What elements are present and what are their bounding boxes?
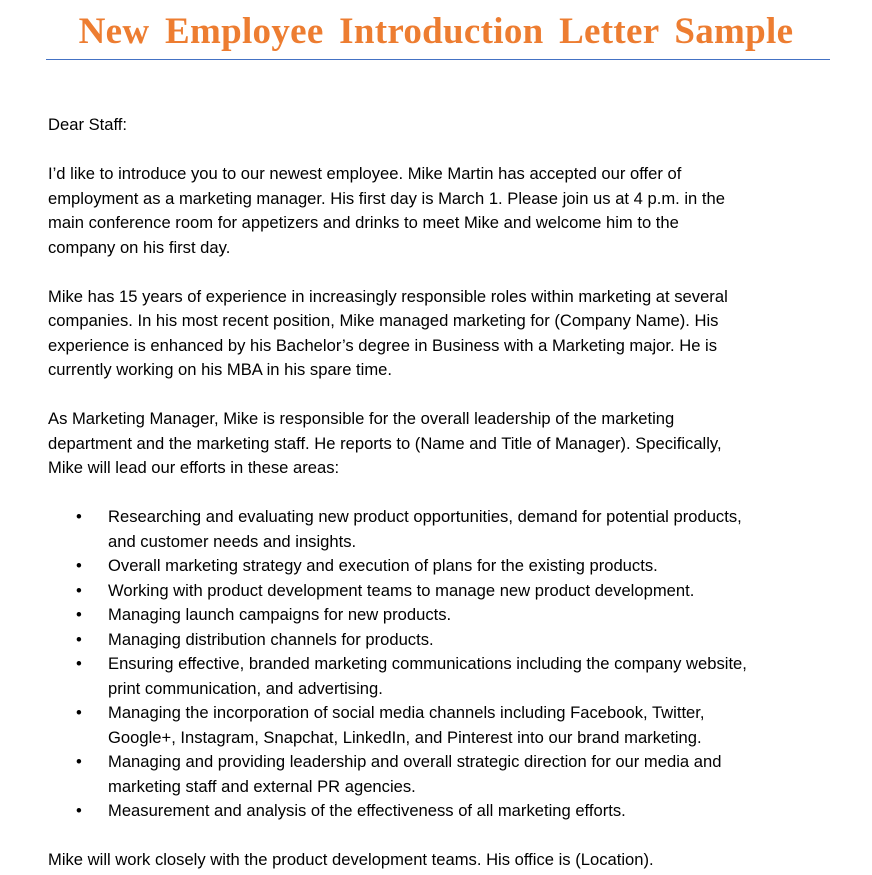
list-item [48,701,747,750]
list-item [48,799,747,824]
paragraph [48,162,747,260]
paragraph-line: experience is enhanced by his Bachelor’s degree in Business with a Marketing major. He is [48,335,718,355]
list-item [48,505,747,554]
list-item-line: Overall marketing strategy and execution of plans for the existing products. [108,556,658,575]
bullet-icon: • [76,629,82,649]
paragraph-line: employment as a marketing manager. His first day is March 1. Please join us at 4 p.m. in the [48,188,725,208]
responsibilities-list [48,505,747,824]
paragraph-line: department and the marketing staff. He reports to (Name and Title of Manager). Specifically, [48,433,722,453]
list-item-line: Managing launch campaigns for new products. [108,605,452,624]
list-item-line: and customer needs and insights. [108,531,357,551]
list-item [48,603,747,628]
list-item-line: Google+, Instagram, Snapchat, LinkedIn, and Pinterest into our brand marketing. [108,727,702,747]
bullet-icon: • [76,703,82,722]
closing-paragraph: Mike will work closely with the product development teams. His office is (Location). [48,850,654,869]
list-item-line: Measurement and analysis of the effectiveness of all marketing efforts. [108,801,626,820]
list-item [48,750,747,799]
letter-body [48,113,747,873]
list-item [48,652,747,701]
list-item [48,579,747,604]
document-title: New Employee Introduction Letter Sample [78,11,794,52]
paragraph [48,285,747,383]
paragraph-line: As Marketing Manager, Mike is responsible for the overall leadership of the marketing [48,409,675,428]
paragraph-line: companies. In his most recent position, Mike managed marketing for (Company Name). His [48,311,719,330]
bullet-icon: • [76,507,82,526]
title-divider [46,59,830,60]
paragraph-line: main conference room for appetizers and drinks to meet Mike and welcome him to the [48,213,679,232]
list-item-line: Managing the incorporation of social media channels including Facebook, Twitter, [108,703,705,722]
bullet-icon: • [76,580,82,600]
bullet-icon: • [76,556,82,575]
paragraph-line: currently working on his MBA in his spare time. [48,360,392,379]
bullet-icon: • [76,605,82,624]
paragraph-line: company on his first day. [48,237,231,257]
list-item [48,628,747,653]
list-item-line: marketing staff and external PR agencies. [108,776,416,796]
greeting: Dear Staff: [48,115,128,134]
bullet-icon: • [76,801,82,820]
list-item [48,554,747,579]
bullet-icon: • [76,654,82,673]
bullet-icon: • [76,752,82,771]
paragraph-line: I’d like to introduce you to our newest employee. Mike Martin has accepted our offer of [48,164,682,183]
list-item-line: Managing and providing leadership and overall strategic direction for our media and [108,752,722,771]
list-item-line: Ensuring effective, branded marketing communications including the company website, [108,654,747,673]
paragraph-line: Mike will lead our efforts in these areas: [48,458,340,477]
list-item-line: Managing distribution channels for products. [108,629,434,649]
list-item-line: print communication, and advertising. [108,678,383,698]
paragraph-line: Mike has 15 years of experience in increasingly responsible roles within marketing at several [48,286,728,306]
paragraph [48,407,747,481]
list-item-line: Researching and evaluating new product opportunities, demand for potential products, [108,507,742,526]
list-item-line: Working with product development teams to manage new product development. [108,580,695,600]
